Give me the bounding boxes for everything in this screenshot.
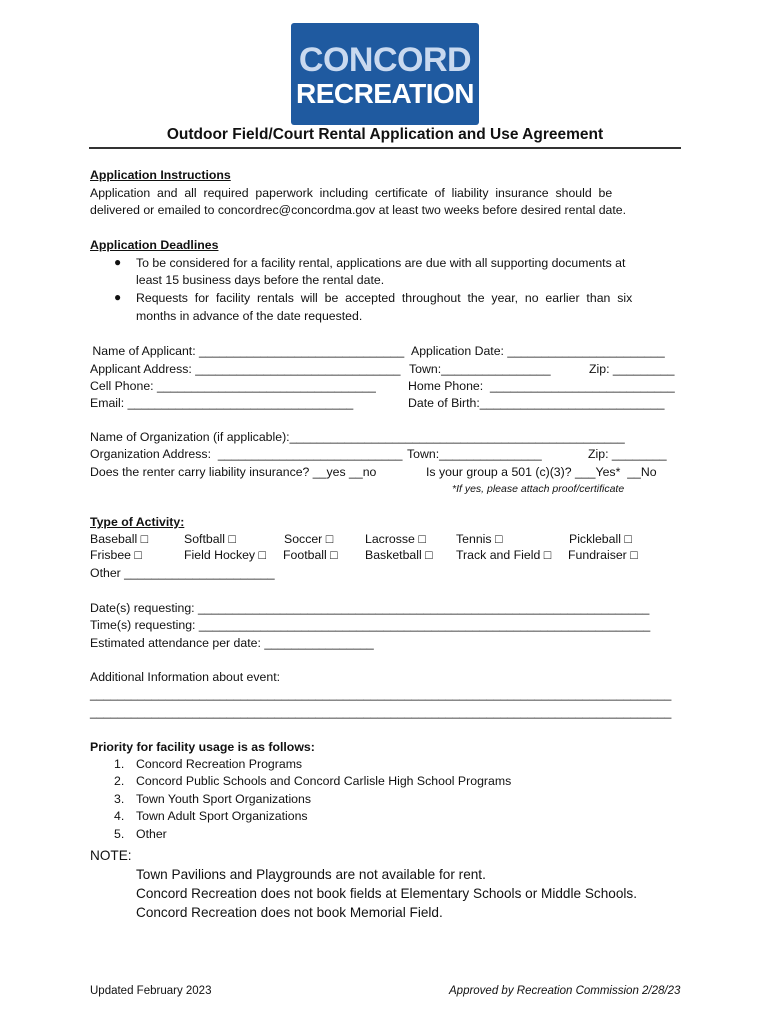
page-title: Outdoor Field/Court Rental Application and Use Agreement (166, 126, 604, 143)
organization-zip-field[interactable]: Zip: ________ (588, 447, 667, 461)
date-of-birth-field[interactable]: Date of Birth:___________________________ (408, 396, 665, 410)
applicant-address-field[interactable]: Applicant Address: ______________________________ (90, 362, 401, 376)
activity-heading: Type of Activity: (90, 515, 185, 529)
deadline-2-line-2: months in advance of the date requested. (136, 309, 363, 323)
activity-checkbox-field-hockey[interactable]: Field Hockey □ (184, 548, 266, 562)
instructions-heading: Application Instructions (90, 168, 231, 182)
priority-item: Other (136, 827, 167, 841)
additional-info-line-2[interactable]: _____________________________________________________________________________________ (90, 705, 672, 719)
organization-address-field[interactable]: Organization Address: ___________________________ (90, 447, 403, 461)
applicant-name-field[interactable]: Name of Applicant: ______________________________ (89, 344, 405, 358)
activity-checkbox-baseball[interactable]: Baseball □ (90, 532, 149, 546)
dates-requesting-field[interactable]: Date(s) requesting: __________________________________________________________________ (90, 601, 650, 615)
footer-approved: Approved by Recreation Commission 2/28/23 (449, 985, 681, 997)
title-divider (89, 147, 681, 149)
priority-number: 5. (114, 827, 125, 841)
priority-number: 3. (114, 792, 125, 806)
applicant-zip-field[interactable]: Zip: _________ (589, 362, 675, 376)
priority-number: 4. (114, 809, 125, 823)
activity-checkbox-football[interactable]: Football □ (283, 548, 338, 562)
deadline-1-line-1: To be considered for a facility rental, applications are due with all supporting documents at (136, 256, 626, 270)
note-line-3: Concord Recreation does not book Memorial Field. (136, 905, 443, 920)
organization-name-field[interactable]: Name of Organization (if applicable):_________________________________________________ (90, 430, 625, 444)
deadline-2-line-1: Requests for facility rentals will be accepted throughout the year, no earlier than six (136, 291, 633, 305)
logo-line-recreation: RECREATION (295, 78, 475, 109)
note-label: NOTE: (90, 848, 132, 863)
deadlines-heading: Application Deadlines (90, 238, 219, 252)
instructions-line-2: delivered or emailed to concordrec@concordma.gov at least two weeks before desired rental date. (90, 203, 627, 217)
cell-phone-field[interactable]: Cell Phone: ________________________________ (90, 379, 376, 393)
additional-info-line-1[interactable]: _____________________________________________________________________________________ (90, 687, 672, 701)
bullet-icon: ● (114, 290, 122, 304)
instructions-line-1: Application and all required paperwork including certificate of liability insurance should be (90, 186, 613, 200)
home-phone-field[interactable]: Home Phone: ___________________________ (408, 379, 675, 393)
estimated-attendance-field[interactable]: Estimated attendance per date: ________________ (90, 636, 374, 650)
activity-checkbox-basketball[interactable]: Basketball □ (365, 548, 433, 562)
certificate-note: *If yes, please attach proof/certificate (452, 483, 625, 495)
footer-updated: Updated February 2023 (90, 985, 212, 997)
logo-line-concord: CONCORD (298, 41, 472, 79)
times-requesting-field[interactable]: Time(s) requesting: __________________________________________________________________ (90, 618, 651, 632)
activity-checkbox-lacrosse[interactable]: Lacrosse □ (365, 532, 426, 546)
activity-other-field[interactable]: Other ______________________ (90, 566, 275, 580)
email-field[interactable]: Email: _________________________________ (90, 396, 354, 410)
additional-info-label: Additional Information about event: (90, 670, 281, 684)
priority-item: Town Youth Sport Organizations (136, 792, 312, 806)
priority-heading: Priority for facility usage is as follows: (90, 740, 315, 754)
activity-checkbox-track-and-field[interactable]: Track and Field □ (456, 548, 552, 562)
deadline-1-line-2: least 15 business days before the rental date. (136, 273, 385, 287)
organization-town-field[interactable]: Town:_______________ (407, 447, 542, 461)
nonprofit-question[interactable]: Is your group a 501 (c)(3)? ___Yes* __No (426, 465, 657, 479)
application-date-field[interactable]: Application Date: _______________________ (411, 344, 665, 358)
activity-checkbox-tennis[interactable]: Tennis □ (456, 532, 503, 546)
activity-checkbox-pickleball[interactable]: Pickleball □ (569, 532, 632, 546)
activity-checkbox-fundraiser[interactable]: Fundraiser □ (568, 548, 638, 562)
priority-item: Concord Public Schools and Concord Carlisle High School Programs (136, 774, 512, 788)
liability-insurance-question[interactable]: Does the renter carry liability insurance? __yes __no (90, 465, 377, 479)
activity-checkbox-softball[interactable]: Softball □ (184, 532, 236, 546)
concord-recreation-logo (291, 23, 479, 125)
priority-item: Concord Recreation Programs (136, 757, 303, 771)
applicant-town-field[interactable]: Town:________________ (409, 362, 551, 376)
note-line-1: Town Pavilions and Playgrounds are not available for rent. (136, 867, 486, 882)
activity-checkbox-soccer[interactable]: Soccer □ (284, 532, 334, 546)
priority-number: 2. (114, 774, 125, 788)
priority-number: 1. (114, 757, 125, 771)
priority-item: Town Adult Sport Organizations (136, 809, 308, 823)
bullet-icon: ● (114, 255, 122, 269)
activity-checkbox-frisbee[interactable]: Frisbee □ (90, 548, 142, 562)
note-line-2: Concord Recreation does not book fields at Elementary Schools or Middle Schools. (136, 886, 637, 901)
